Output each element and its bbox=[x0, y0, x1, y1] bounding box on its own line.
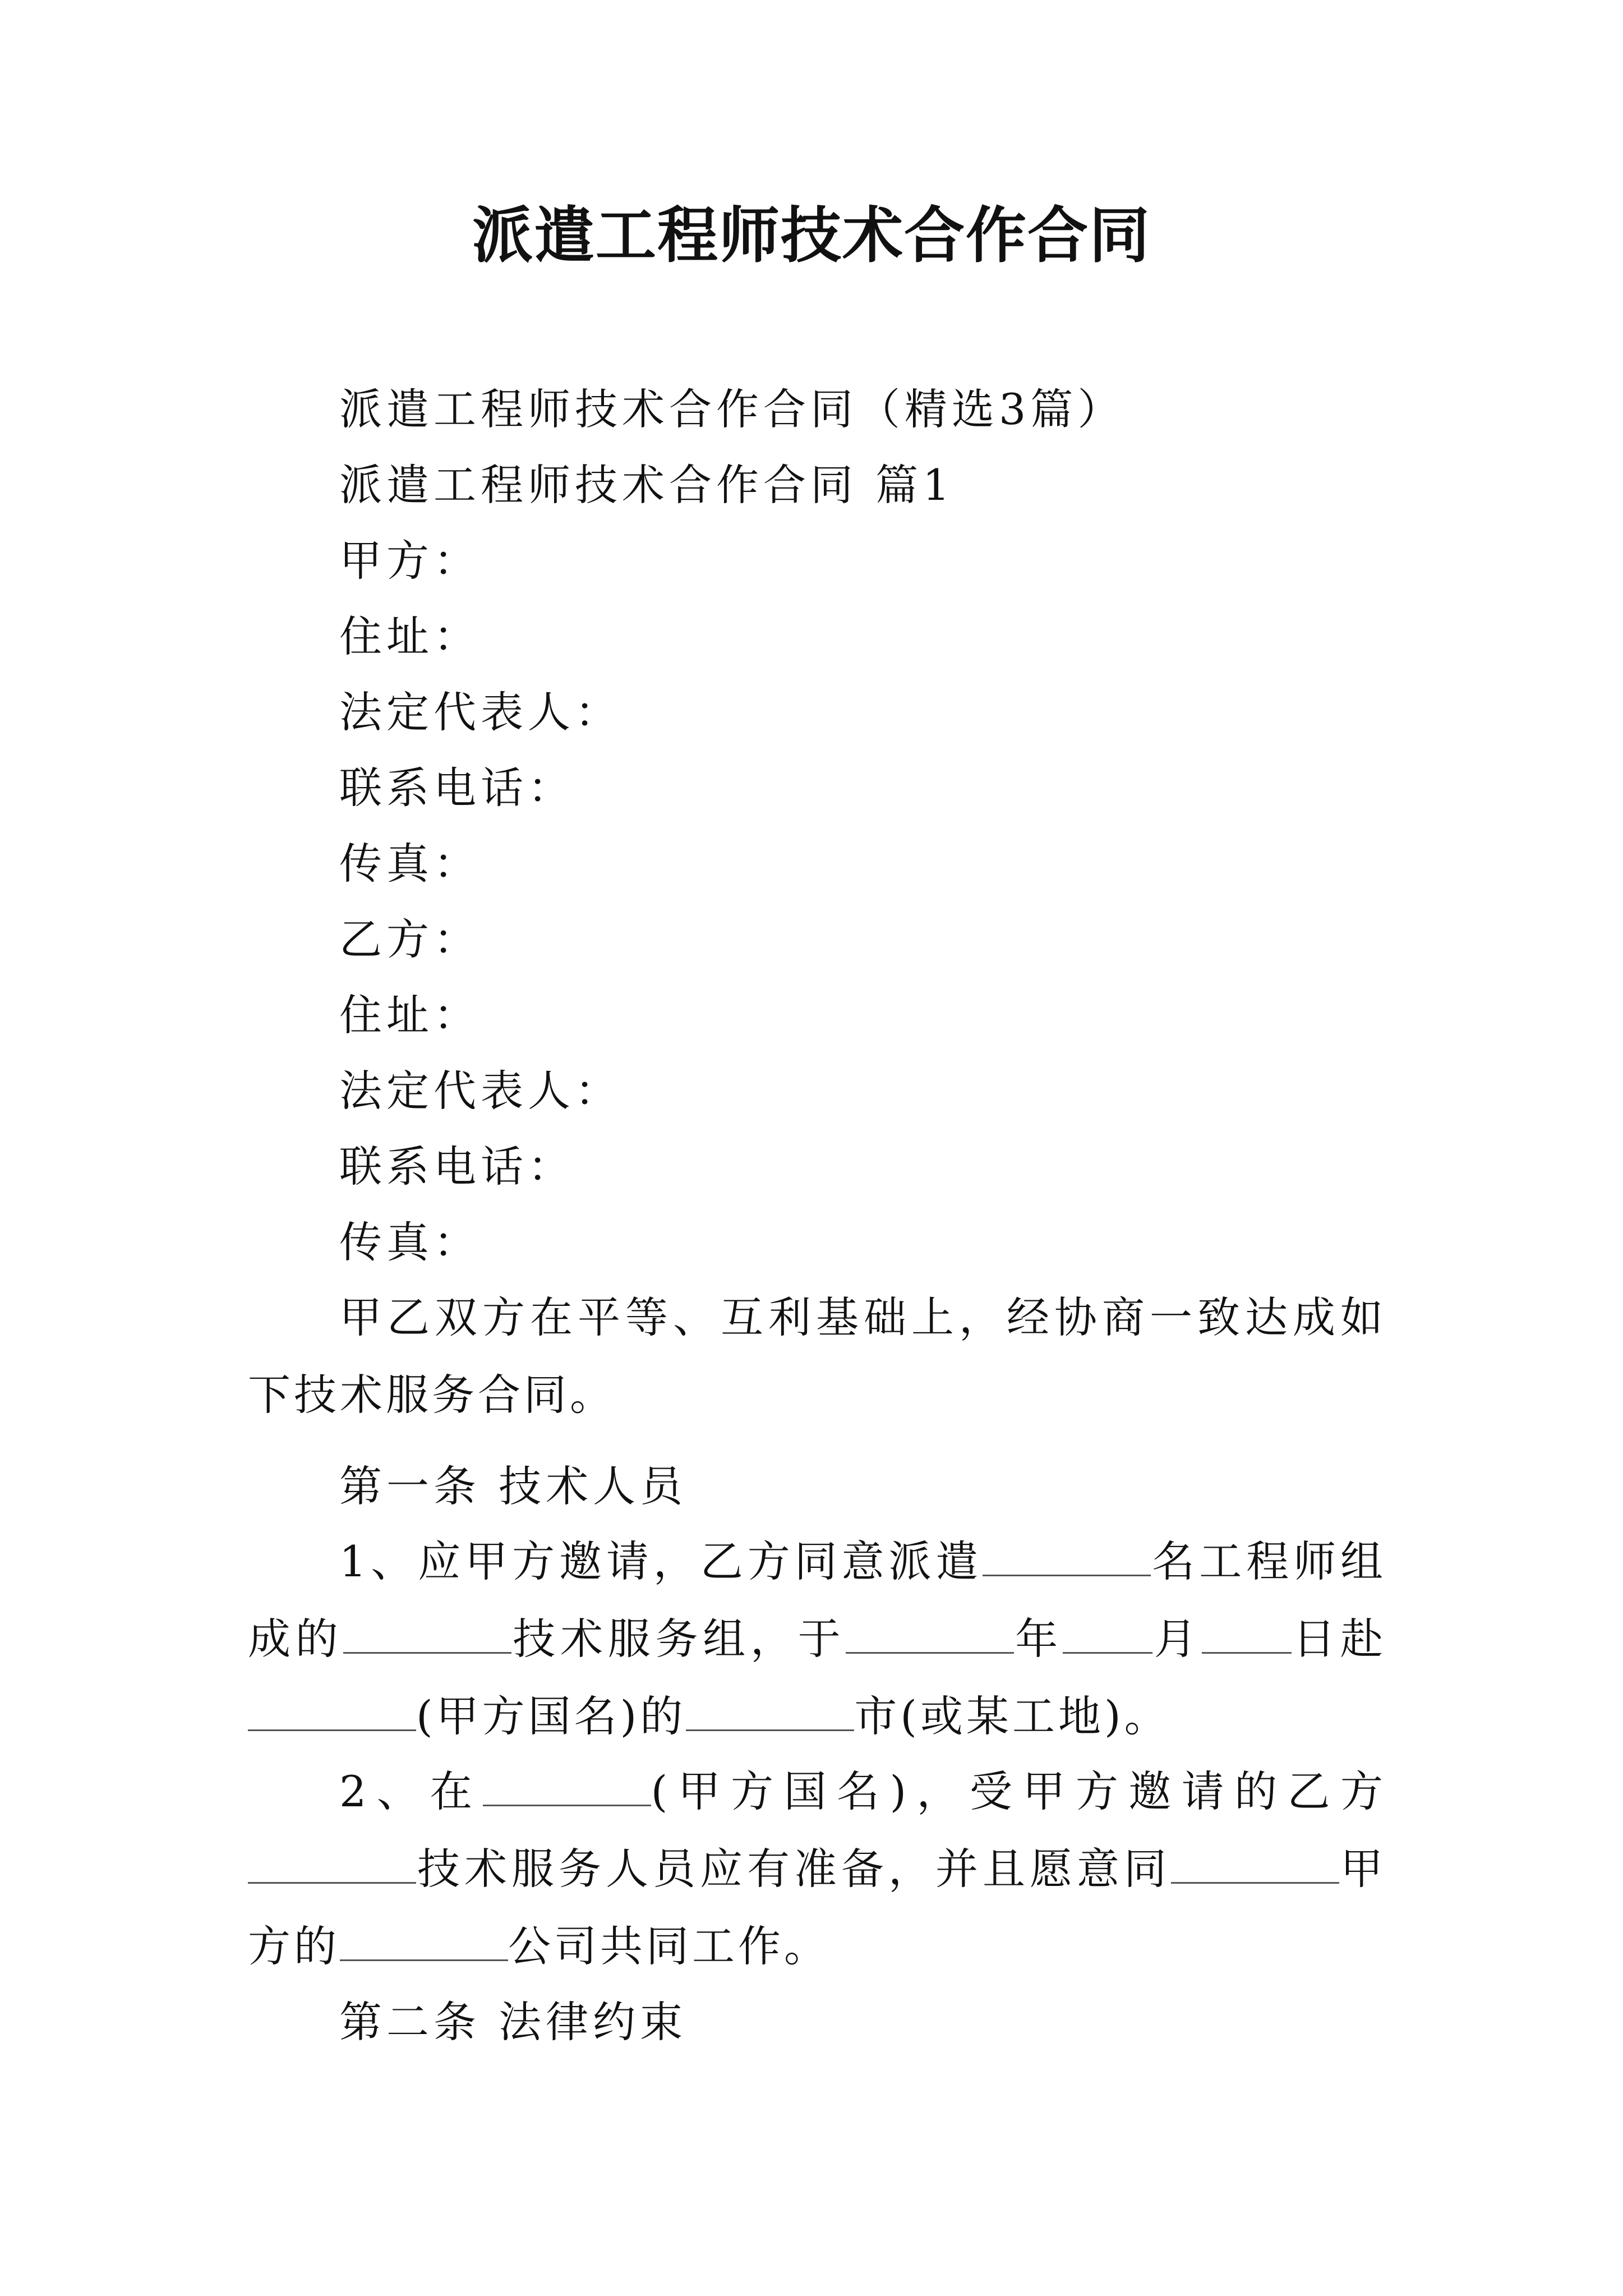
clause-2-text-e: 公司共同工作。 bbox=[508, 1921, 830, 1971]
section-heading: 派遣工程师技术合作合同 篇1 bbox=[339, 460, 955, 510]
clause-1-text-g: (甲方国名)的 bbox=[416, 1691, 686, 1741]
fill-blank bbox=[846, 1614, 1014, 1654]
clause-2-text-c: 技术服务人员应有准备，并且愿意同 bbox=[416, 1844, 1171, 1894]
fill-blank bbox=[248, 1691, 416, 1731]
document-title: 派遣工程师技术合作合同 bbox=[472, 200, 1151, 271]
fill-blank bbox=[343, 1614, 511, 1654]
clause-1-text-d: 年 bbox=[1013, 1614, 1063, 1664]
fill-blank bbox=[686, 1691, 854, 1731]
fill-blank bbox=[483, 1766, 651, 1806]
article-2-title: 第二条 法律约束 bbox=[339, 1997, 688, 2047]
party-b-phone: 联系电话： bbox=[339, 1142, 575, 1191]
party-a-address: 住址： bbox=[339, 611, 481, 661]
article-1-title: 第一条 技术人员 bbox=[339, 1461, 688, 1511]
clause-1-text-e: 月 bbox=[1152, 1614, 1202, 1664]
party-b-fax: 传真： bbox=[339, 1217, 481, 1267]
clause-1-text-h: 市(或某工地)。 bbox=[854, 1691, 1170, 1741]
party-b-label: 乙方： bbox=[339, 914, 481, 964]
party-a-fax: 传真： bbox=[339, 839, 481, 889]
clause-2-paragraph bbox=[248, 1753, 1386, 1985]
fill-blank bbox=[983, 1536, 1151, 1576]
intro-paragraph: 甲乙双方在平等、互利基础上，经协商一致达成如下技术服务合同。 bbox=[248, 1292, 1386, 1420]
clause-1-text-a: 1、应甲方邀请，乙方同意派遣 bbox=[339, 1536, 983, 1586]
fill-blank bbox=[1063, 1614, 1152, 1654]
fill-blank bbox=[340, 1921, 508, 1961]
fill-blank bbox=[1171, 1844, 1339, 1884]
clause-2-text-d: 甲方的 bbox=[248, 1844, 1386, 1971]
party-b-address: 住址： bbox=[339, 990, 481, 1040]
clause-1-paragraph bbox=[248, 1523, 1386, 1755]
clause-1-text-c: 技术服务组，于 bbox=[511, 1614, 846, 1664]
party-a-label: 甲方： bbox=[339, 536, 481, 586]
document-subtitle: 派遣工程师技术合作合同（精选3篇） bbox=[339, 384, 1125, 434]
clause-1-text-b: 名工程师组成的 bbox=[248, 1536, 1387, 1664]
party-a-phone: 联系电话： bbox=[339, 763, 575, 813]
fill-blank bbox=[248, 1844, 416, 1884]
party-b-representative: 法定代表人： bbox=[339, 1066, 622, 1116]
clause-2-text-b: (甲方国名)，受甲方邀请的乙方 bbox=[651, 1766, 1386, 1816]
clause-2-text-a: 2、在 bbox=[339, 1766, 483, 1816]
fill-blank bbox=[1202, 1614, 1292, 1654]
clause-1-text-f: 日赴 bbox=[1291, 1614, 1386, 1664]
party-a-representative: 法定代表人： bbox=[339, 687, 622, 737]
